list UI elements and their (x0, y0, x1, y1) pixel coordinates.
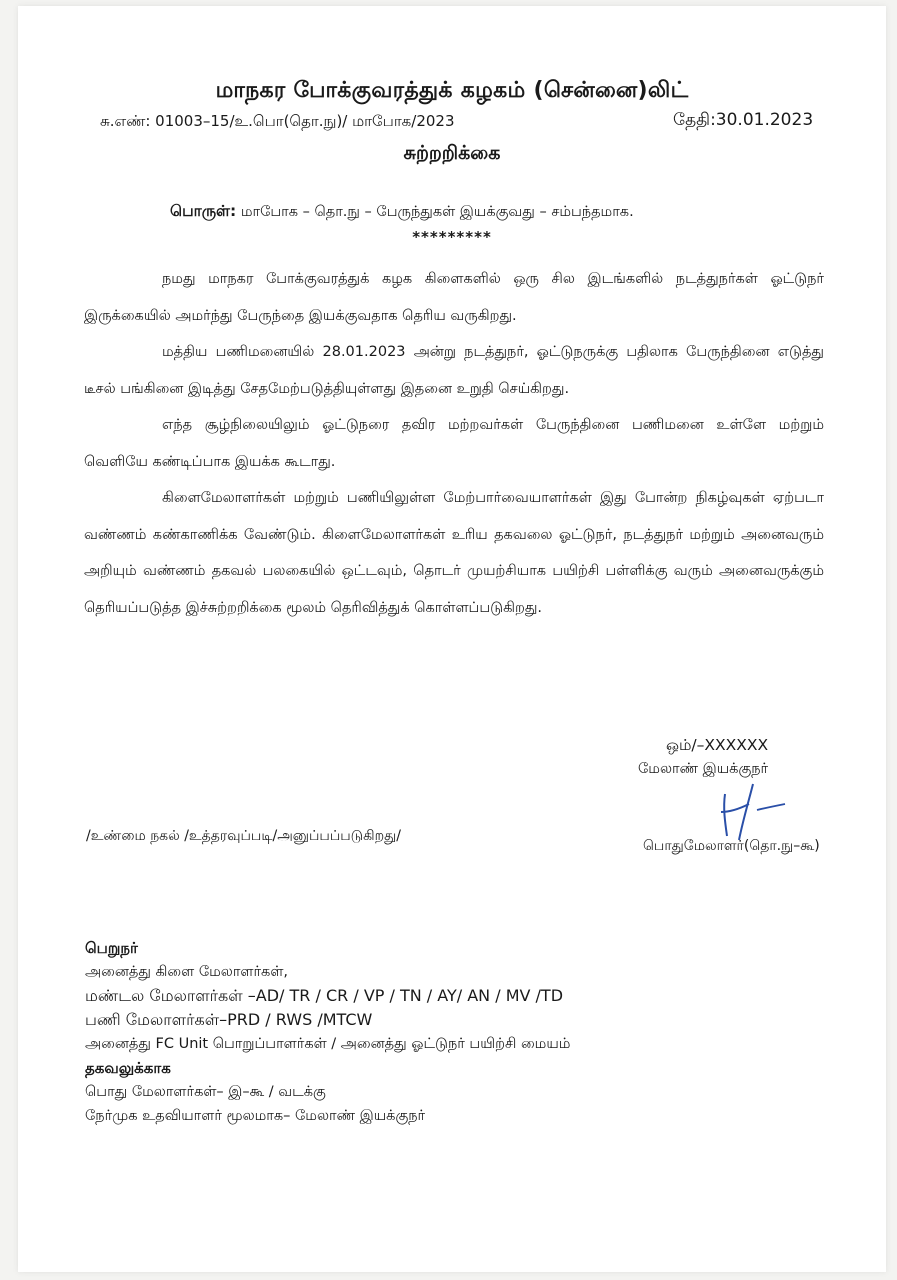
subject-text: மாபோக – தொ.நு – பேருந்துகள் இயக்குவது – சம்பந்தமாக. (236, 204, 634, 220)
subject-line (170, 202, 634, 222)
recipient-line: அனைத்து FC Unit பொறுப்பாளர்கள் / அனைத்து ஓட்டுநர் பயிற்சி மையம் (85, 1036, 571, 1052)
signatory-title: மேலாண் இயக்குநர் (638, 761, 769, 777)
circular-heading: சுற்றறிக்கை (403, 142, 501, 164)
body-paragraph: நமது மாநகர போக்குவரத்துக் கழக கிளைகளில் ஒரு சில இடங்களில் நடத்துநர்கள் ஓட்டுநர் இருக்கையில் அமர்ந்து பேருந்தை இயக்குவதாக தெரிய வருகிறது. (84, 271, 824, 324)
recipient-line: மண்டல மேலாளர்கள் –AD/ TR / CR / VP / TN / AY/ AN / MV /TD (85, 986, 564, 1005)
info-recipient-line: பொது மேலாளர்கள்– இ–கூ / வடக்கு (85, 1084, 326, 1100)
organization-title: மாநகர போக்குவரத்துக் கழகம் (சென்னை)லிட் (215, 78, 689, 103)
signed-text: ஒம்/–XXXXXX (665, 736, 769, 754)
handwritten-signature (713, 782, 793, 844)
body-paragraph: கிளைமேலாளர்கள் மற்றும் பணியிலுள்ள மேற்பார்வையாளர்கள் இது போன்ற நிகழ்வுகள் ஏற்படா வண்ணம் கண்காணிக்க வேண்டும். கிளைமேலாளர்கள் உரிய தகவலை ஓட்டுநர், நடத்துநர் மற்றும் அனைவரும் அறியும் வண்ணம் தகவல் பலகையில் ஒட்டவும், தொடர் முயற்சியாக பயிற்சி பள்ளிக்கு வரும் அனைவருக்கும் தெரியப்படுத்த இச்சுற்றறிக்கை மூலம் தெரிவித்துக் கொள்ளப்படுகிறது. (84, 490, 824, 616)
recipients-label: பெறுநர் (85, 939, 138, 957)
subject-label: பொருள்: (170, 202, 237, 220)
recipients-block (85, 936, 570, 1128)
reference-number: சு.எண்: 01003–15/உ.பொ(தொ.நு)/ மாபோக/2023 (100, 112, 455, 130)
recipient-line: பணி மேலாளர்கள்–PRD / RWS /MTCW (85, 1010, 373, 1029)
signature-block (638, 733, 768, 781)
document-page (18, 6, 886, 1272)
separator: ********* (412, 228, 492, 246)
info-recipient-line: நேர்முக உதவியாளர் மூலமாக– மேலாண் இயக்குநர் (85, 1108, 426, 1124)
info-label: தகவலுக்காக (85, 1059, 171, 1077)
body-paragraph: மத்திய பணிமனையில் 28.01.2023 அன்று நடத்துநர், ஓட்டுநருக்கு பதிலாக பேருந்தினை எடுத்து டீசல் பங்கினை இடித்து சேதமேற்படுத்தியுள்ளது இதனை உறுதி செய்கிறது. (84, 344, 824, 397)
document-date: தேதி:30.01.2023 (673, 110, 814, 130)
body-paragraph: எந்த சூழ்நிலையிலும் ஓட்டுநரை தவிர மற்றவர்கள் பேருந்தினை பணிமனை உள்ளே மற்றும் வெளியே கண்டிப்பாக இயக்க கூடாது. (84, 417, 824, 470)
recipient-line: அனைத்து கிளை மேலாளர்கள், (85, 964, 289, 980)
true-copy-note: /உண்மை நகல் /உத்தரவுப்படி/அனுப்பப்படுகிறது/ (86, 828, 402, 844)
circular-body (84, 261, 824, 626)
general-manager-title: பொதுமேலாளர்(தொ.நு–கூ) (643, 838, 820, 854)
